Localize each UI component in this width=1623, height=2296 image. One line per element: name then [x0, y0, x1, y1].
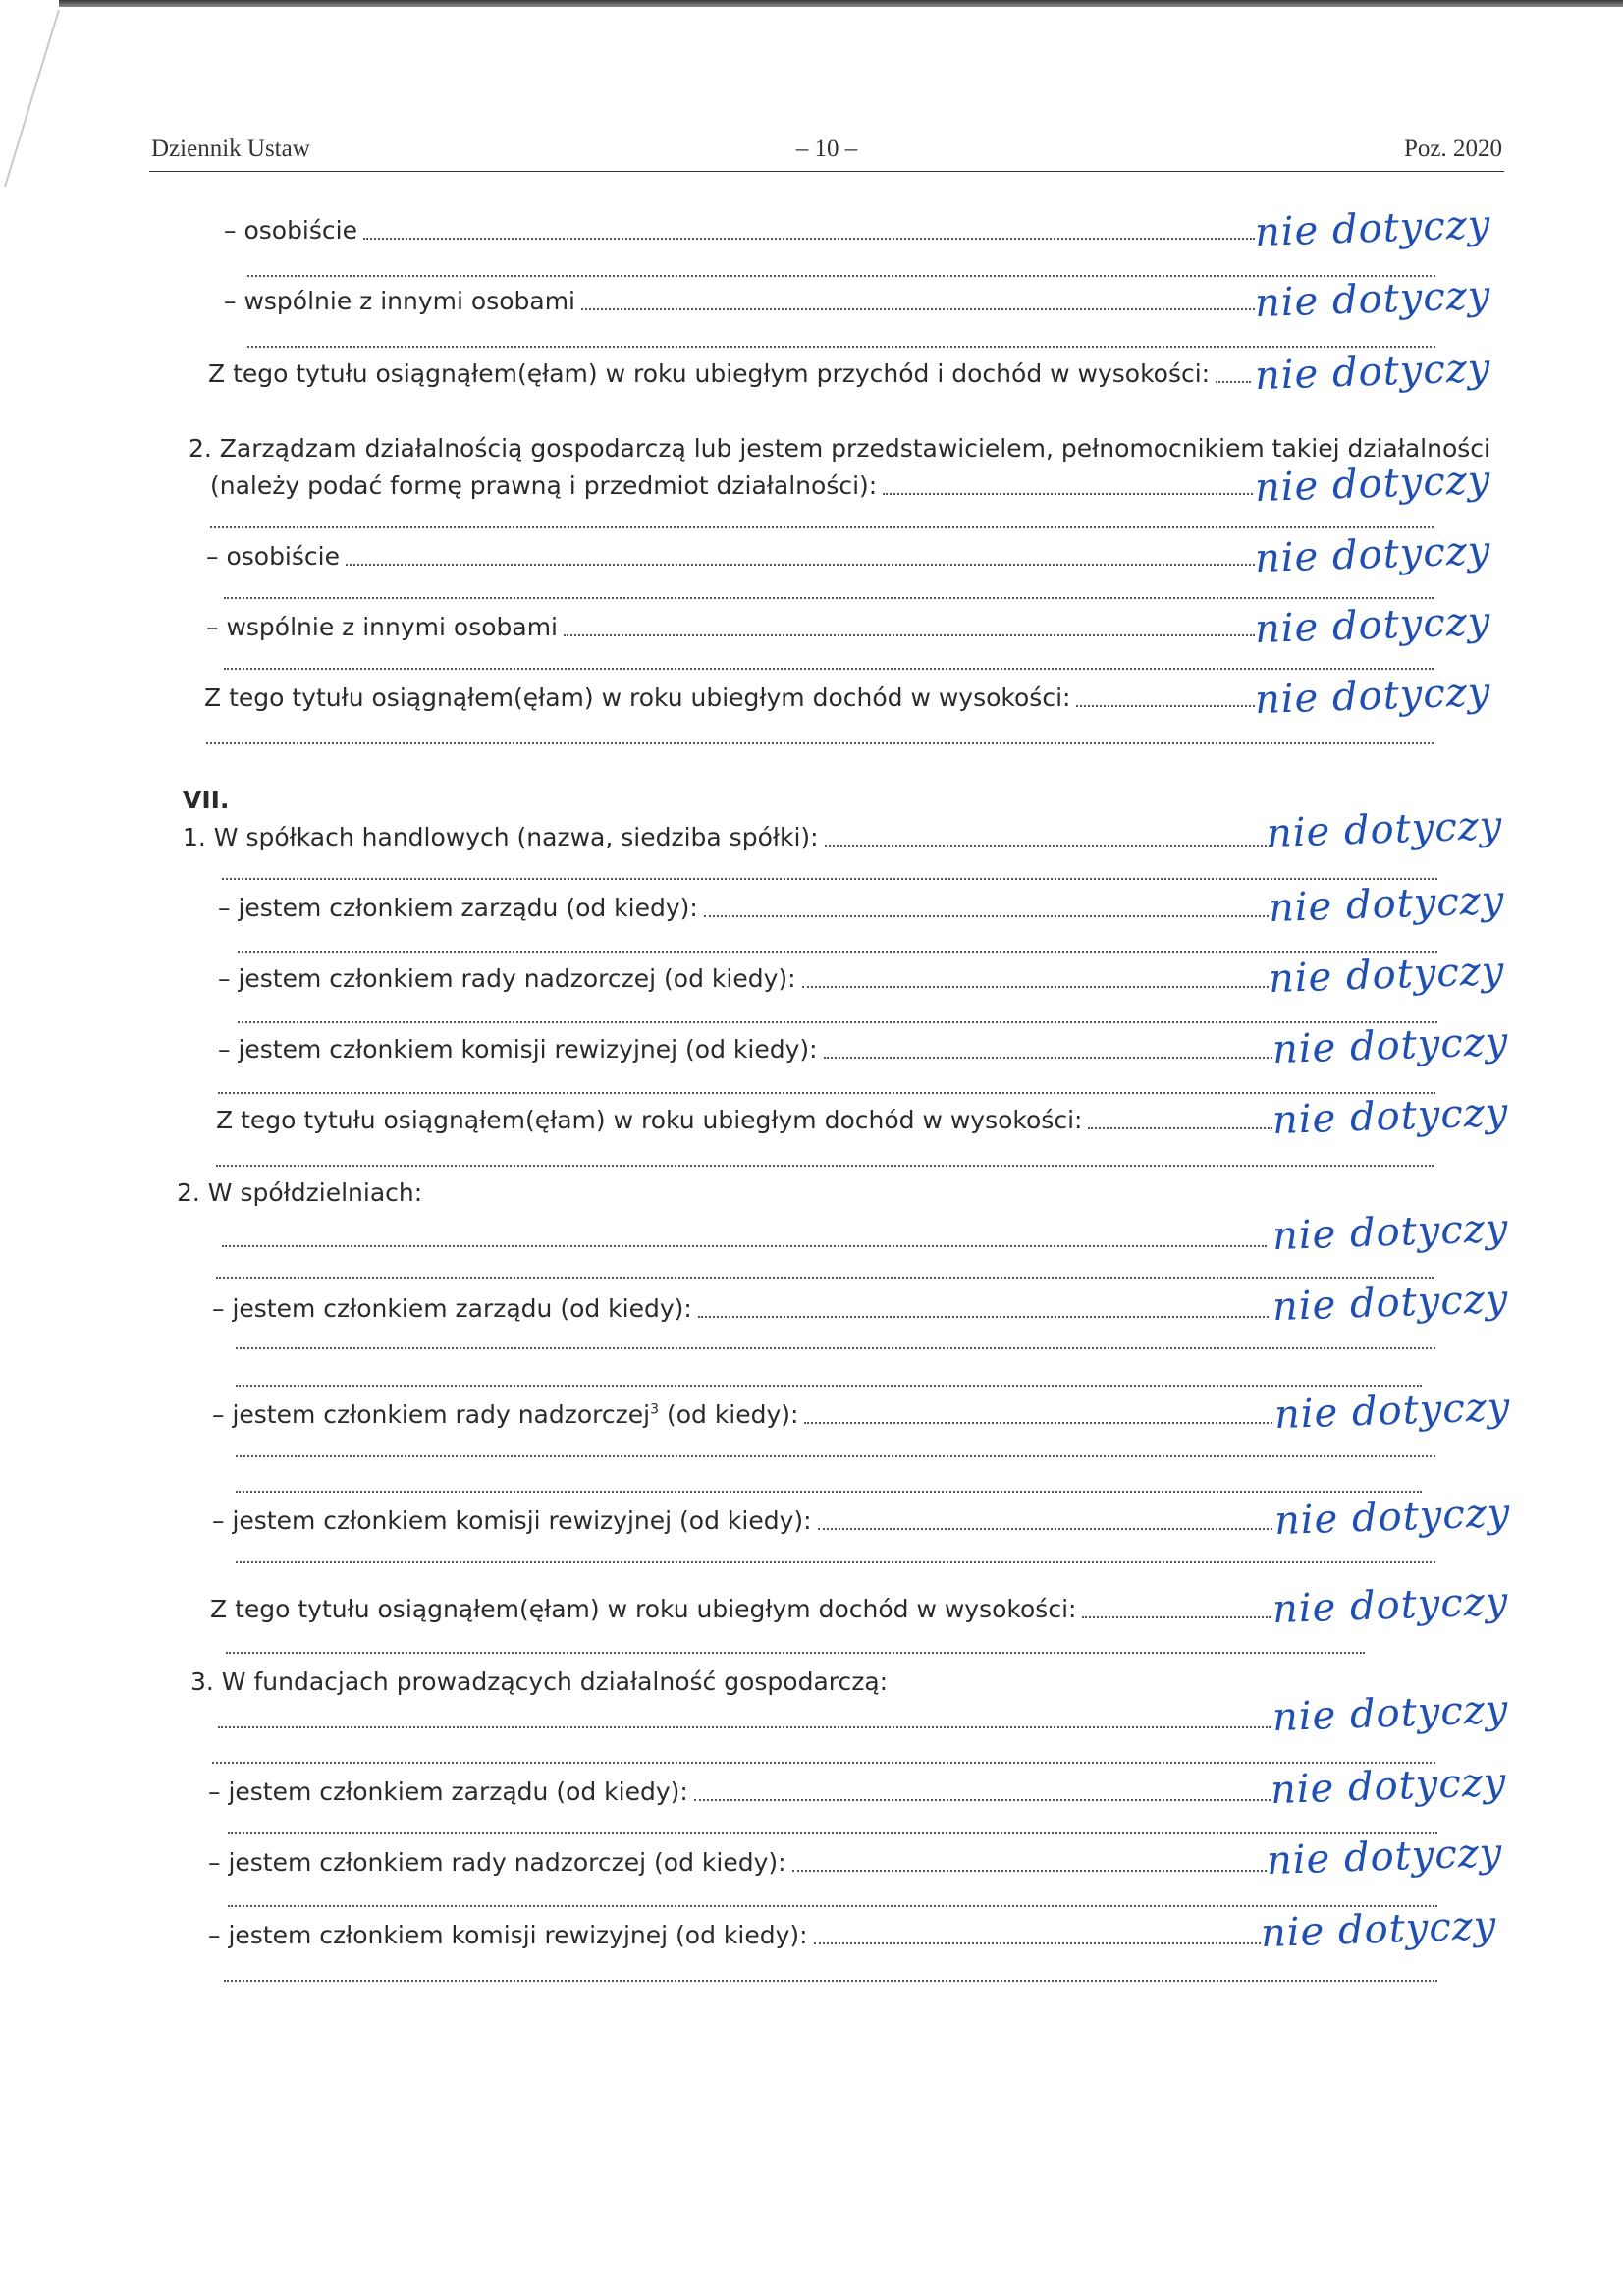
field-zarzad-1: – jestem członkiem zarządu (od kiedy): [218, 884, 1271, 927]
field-komisja-1: – jestem członkiem komisji rewizyjnej (od kiedy): [218, 1025, 1274, 1068]
item-spoldzielnie: 2. W spółdzielniach: [177, 1178, 423, 1207]
field-rada-2: – jestem członkiem rady nadzorczej$^3$ (od kiedy): [212, 1391, 1274, 1434]
item-fundacje: 3. W fundacjach prowadzących działalność gospodarczą: [190, 1667, 889, 1696]
field-wspolnie-2: – wspólnie z innymi osobami [206, 603, 1257, 646]
handwritten-answer: nie dotyczy [1271, 1276, 1510, 1331]
handwritten-answer: nie dotyczy [1271, 1578, 1510, 1633]
field-osobiscie: – osobiście [224, 206, 1257, 249]
dotted-line [224, 1980, 1437, 1982]
journal-title: Dziennik Ustaw [151, 136, 310, 162]
handwritten-answer: nie dotyczy [1254, 272, 1492, 327]
field-spoldzielnie [216, 1214, 1269, 1257]
dotted-line [247, 346, 1435, 348]
handwritten-answer: nie dotyczy [1254, 527, 1492, 582]
field-spolki-handlowe: 1. W spółkach handlowych (nazwa, siedziba spółki): [183, 813, 1272, 856]
dotted-line [238, 1021, 1437, 1023]
handwritten-answer: nie dotyczy [1268, 877, 1506, 932]
field-income-przychod: Z tego tytułu osiągnąłem(ęłam) w roku ubiegłym przychód i dochód w wysokości: [208, 350, 1253, 393]
field-rada-1: – jestem członkiem rady nadzorczej (od kiedy): [218, 955, 1271, 998]
field-income-dochod: Z tego tytułu osiągnąłem(ęłam) w roku ubiegłym dochód w wysokości: [204, 674, 1257, 717]
scan-edge [59, 0, 1623, 7]
handwritten-answer: nie dotyczy [1254, 201, 1492, 256]
dotted-line [218, 1092, 1435, 1094]
page-number: – 10 – [795, 136, 858, 162]
field-income-spolki: Z tego tytułu osiągnąłem(ęłam) w roku ubiegłym dochód w wysokości: [216, 1096, 1274, 1139]
field-forma-prawna: (należy podać formę prawną i przedmiot działalności): [210, 462, 1255, 505]
handwritten-answer: nie dotyczy [1271, 1018, 1510, 1073]
handwritten-answer: nie dotyczy [1271, 1089, 1510, 1144]
field-zarzad-2: – jestem członkiem zarządu (od kiedy): [212, 1285, 1271, 1328]
handwritten-answer: nie dotyczy [1273, 1384, 1512, 1439]
dotted-line [216, 1165, 1434, 1167]
handwritten-answer: nie dotyczy [1254, 669, 1492, 724]
field-fundacje [212, 1695, 1272, 1738]
dotted-line [226, 1652, 1365, 1654]
dotted-line [236, 1491, 1422, 1493]
handwritten-answer: nie dotyczy [1254, 345, 1492, 400]
dotted-line [212, 1762, 1435, 1764]
handwritten-answer: nie dotyczy [1266, 1830, 1504, 1885]
field-rada-3: – jestem członkiem rady nadzorczej (od kiedy): [208, 1838, 1269, 1882]
field-osobiscie-2: – osobiście [206, 532, 1257, 575]
dotted-line [224, 668, 1434, 670]
handwritten-answer: nie dotyczy [1254, 457, 1492, 512]
page-fold-mark [0, 0, 88, 196]
field-komisja-3: – jestem członkiem komisji rewizyjnej (od kiedy): [208, 1911, 1263, 1954]
dotted-line [236, 1347, 1435, 1349]
dotted-line [224, 597, 1434, 599]
dotted-line [222, 878, 1437, 880]
handwritten-answer: nie dotyczy [1260, 1902, 1498, 1957]
field-income-spoldzielnie: Z tego tytułu osiągnąłem(ęłam) w roku ubiegłym dochód w wysokości: [210, 1585, 1272, 1628]
dotted-line [216, 1277, 1434, 1279]
handwritten-answer: nie dotyczy [1270, 1759, 1508, 1814]
page-header [149, 134, 1504, 172]
dotted-line [236, 1385, 1422, 1387]
dotted-line [206, 742, 1434, 744]
section-heading: VII. [183, 786, 230, 814]
dotted-line [228, 1832, 1437, 1834]
handwritten-answer: nie dotyczy [1273, 1490, 1512, 1545]
dotted-line [228, 1905, 1437, 1907]
handwritten-answer: nie dotyczy [1271, 1205, 1510, 1260]
handwritten-answer: nie dotyczy [1271, 1686, 1510, 1741]
handwritten-answer: nie dotyczy [1266, 802, 1504, 857]
field-komisja-2: – jestem członkiem komisji rewizyjnej (od kiedy): [212, 1497, 1274, 1540]
field-zarzad-3: – jestem członkiem zarządu (od kiedy): [208, 1768, 1272, 1811]
dotted-line [236, 1455, 1435, 1457]
handwritten-answer: nie dotyczy [1268, 948, 1506, 1003]
dotted-line [236, 1561, 1435, 1563]
dotted-line [210, 526, 1434, 528]
handwritten-answer: nie dotyczy [1254, 598, 1492, 653]
field-wspolnie: – wspólnie z innymi osobami [224, 277, 1257, 320]
item-2-intro: 2. Zarządzam działalnością gospodarczą lub jestem przedstawicielem, pełnomocnikiem takiej działalności [189, 434, 1490, 463]
position-number: Poz. 2020 [1404, 136, 1502, 162]
dotted-line [238, 951, 1437, 953]
